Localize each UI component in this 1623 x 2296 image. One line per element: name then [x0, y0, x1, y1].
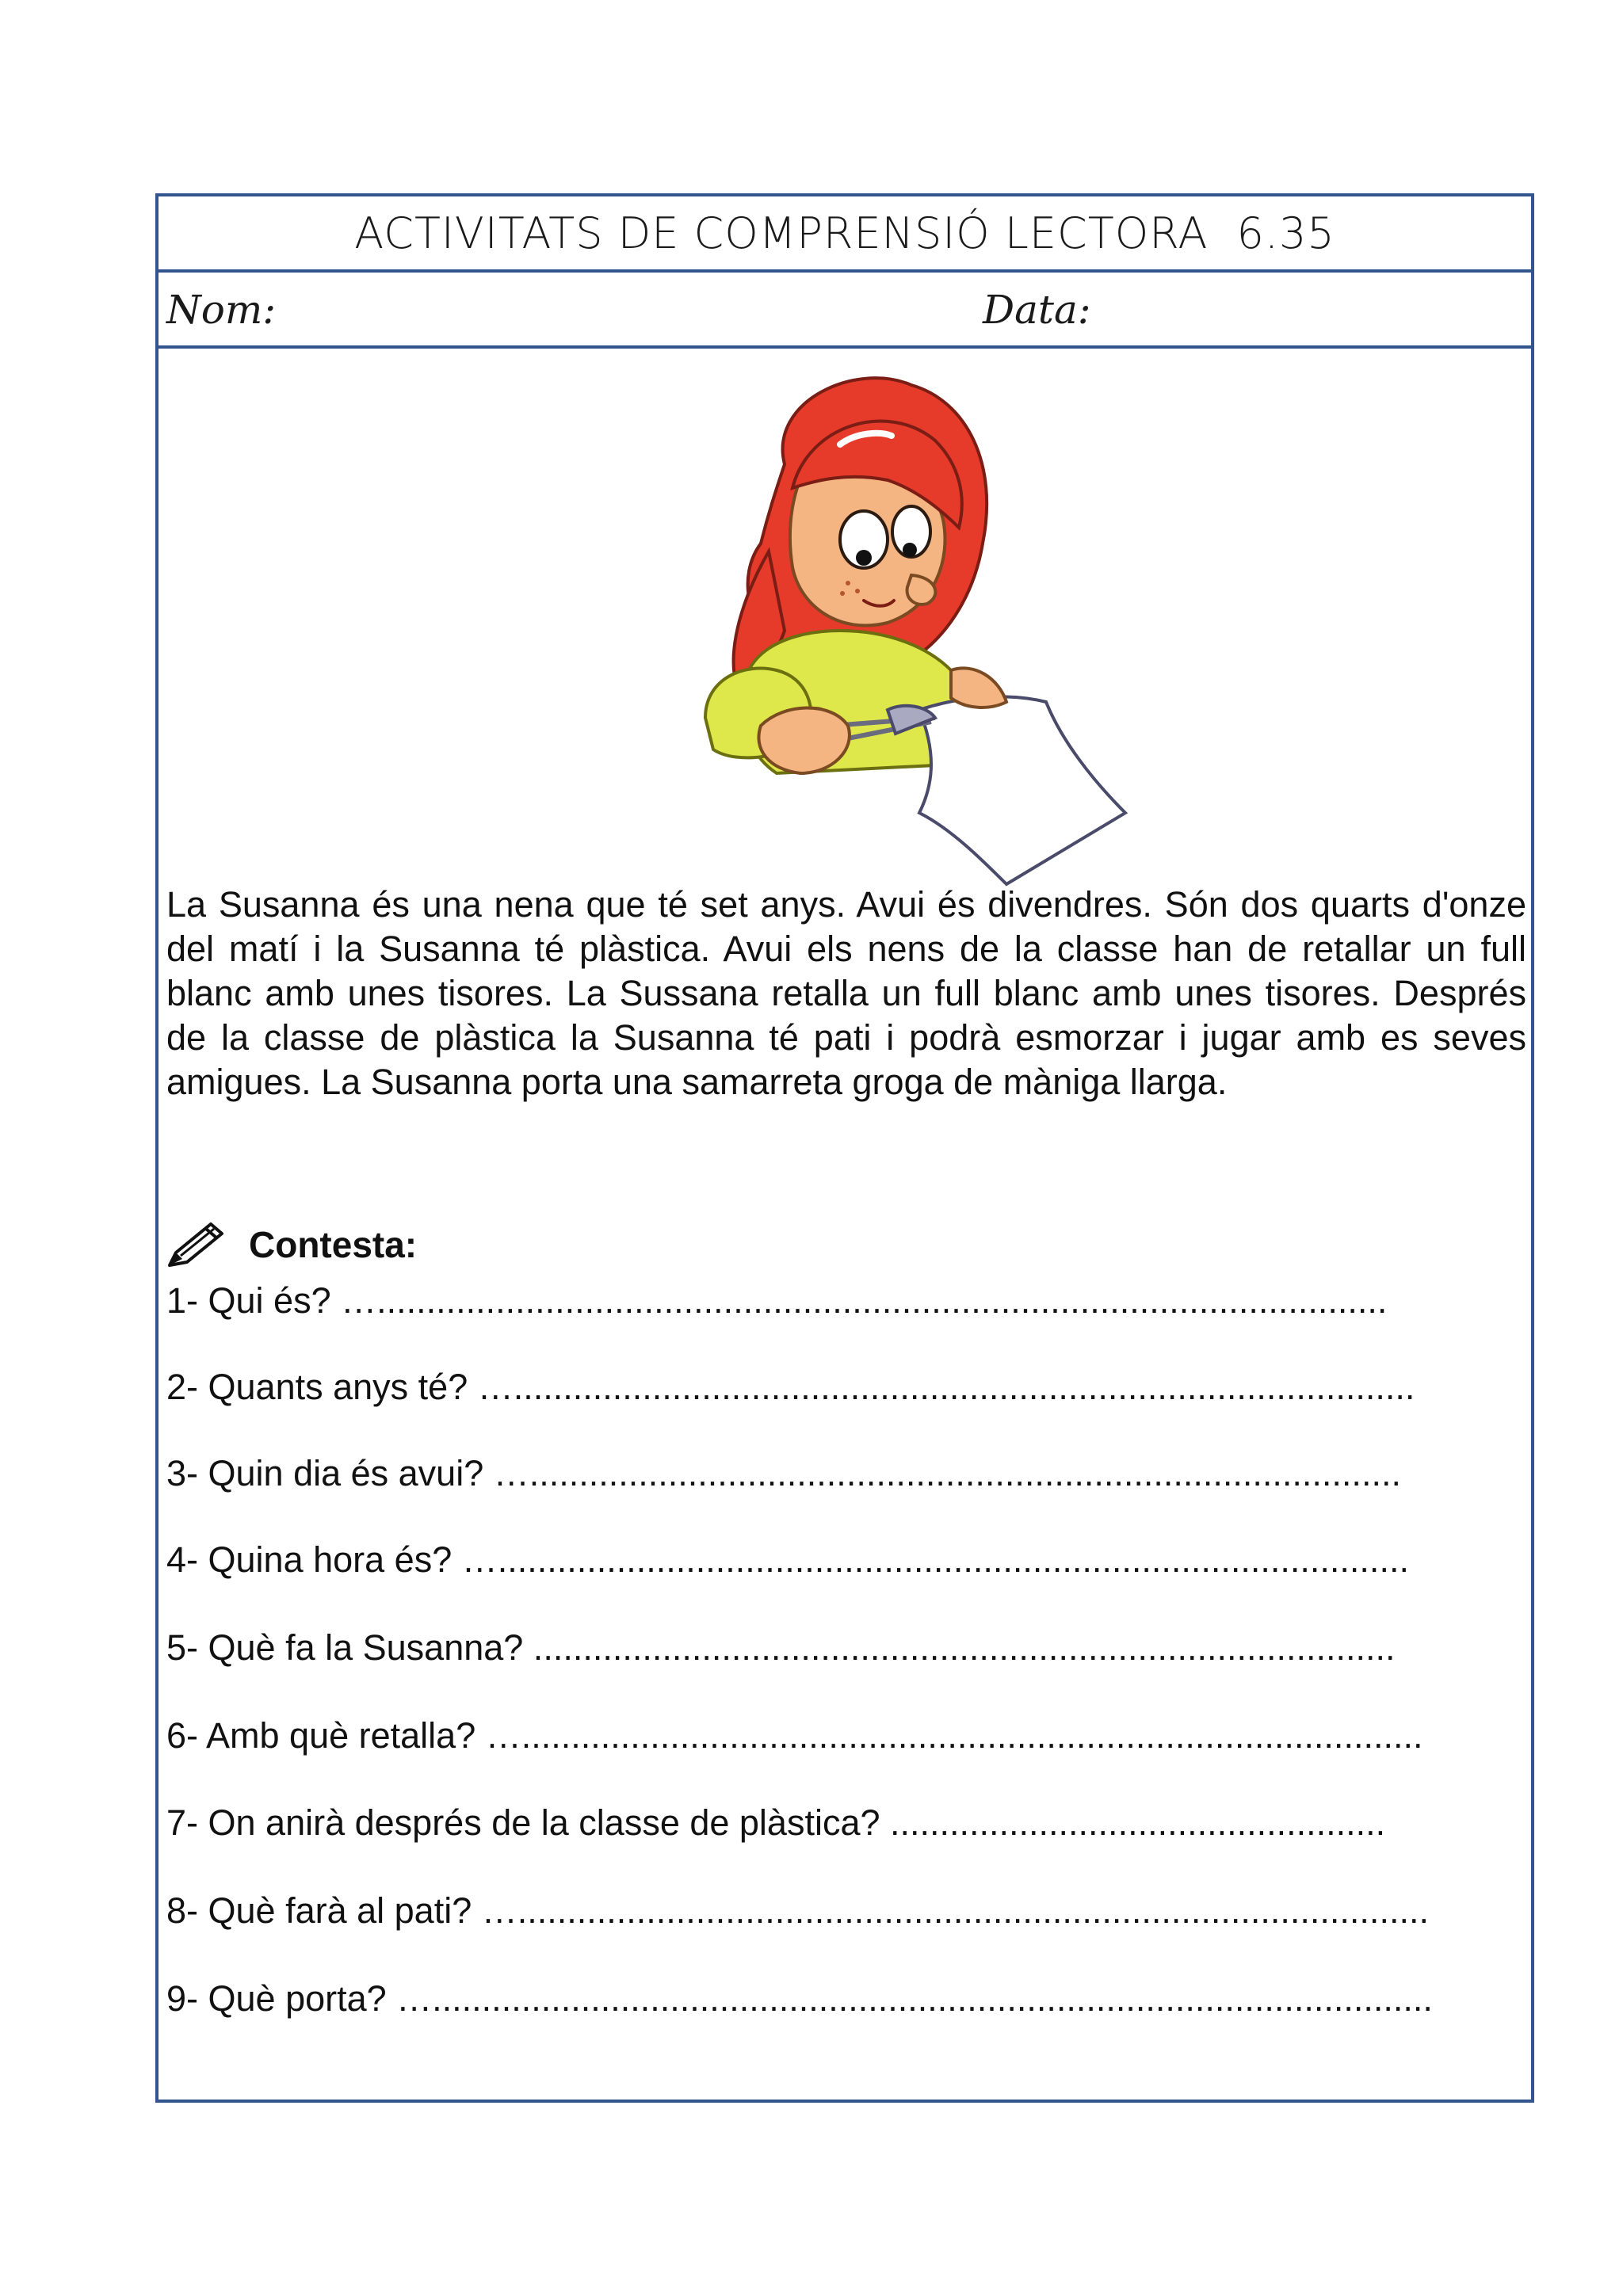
question-2: 2- Quants anys té? …...........................................................................................: [166, 1367, 1415, 1407]
question-6: 6- Amb què retalla? …...........................................................................................: [166, 1715, 1423, 1756]
question-7: 7- On anirà després de la classe de plàstica? ..................................................: [166, 1802, 1386, 1843]
girl-cutting-paper-illustration: [650, 369, 1205, 892]
question-3: 3- Quin dia és avui? …........................................................................................: [166, 1453, 1401, 1493]
contesta-heading: [165, 1219, 417, 1271]
title-text: ACTIVITATS DE COMPRENSIÓ LECTORA: [354, 208, 1209, 258]
name-label: Nom:: [166, 287, 277, 333]
date-label: Data:: [983, 287, 1091, 333]
contesta-label: Contesta:: [249, 1224, 418, 1265]
paper-sheet: [919, 696, 1125, 884]
story-paragraph: La Susanna és una nena que té set anys. Avui és divendres. Són dos quarts d'onze del matí i la Susanna té plàstica. Avui els nens de la classe han de retallar un full blanc amb unes tisores. La Sussana retalla un full blanc amb unes tisores. Després de la classe de plàstica la Susanna té pati i podrà esmorzar i jugar amb es seves amigues. La Susanna porta una samarreta groga de màniga llarga.: [166, 884, 1526, 1102]
question-4: 4- Quina hora és? …............................................................................................: [166, 1539, 1409, 1580]
name-date-row: [158, 273, 1531, 349]
question-9: 9- Què porta? ….....................................................................................................: [166, 1978, 1433, 2019]
question-8: 8- Què farà al pati? …............................................................................................: [166, 1890, 1429, 1931]
worksheet-frame: [155, 193, 1534, 2103]
pencil-icon: [165, 1219, 228, 1270]
title-row: [158, 196, 1531, 273]
worksheet-number: 6.35: [1236, 208, 1335, 258]
hand-right: [951, 668, 1006, 707]
worksheet-title: [354, 208, 1335, 258]
question-1: 1- Qui és? …......................................................................................................: [166, 1280, 1388, 1321]
question-5: 5- Què fa la Susanna? .......................................................................................: [166, 1627, 1396, 1668]
